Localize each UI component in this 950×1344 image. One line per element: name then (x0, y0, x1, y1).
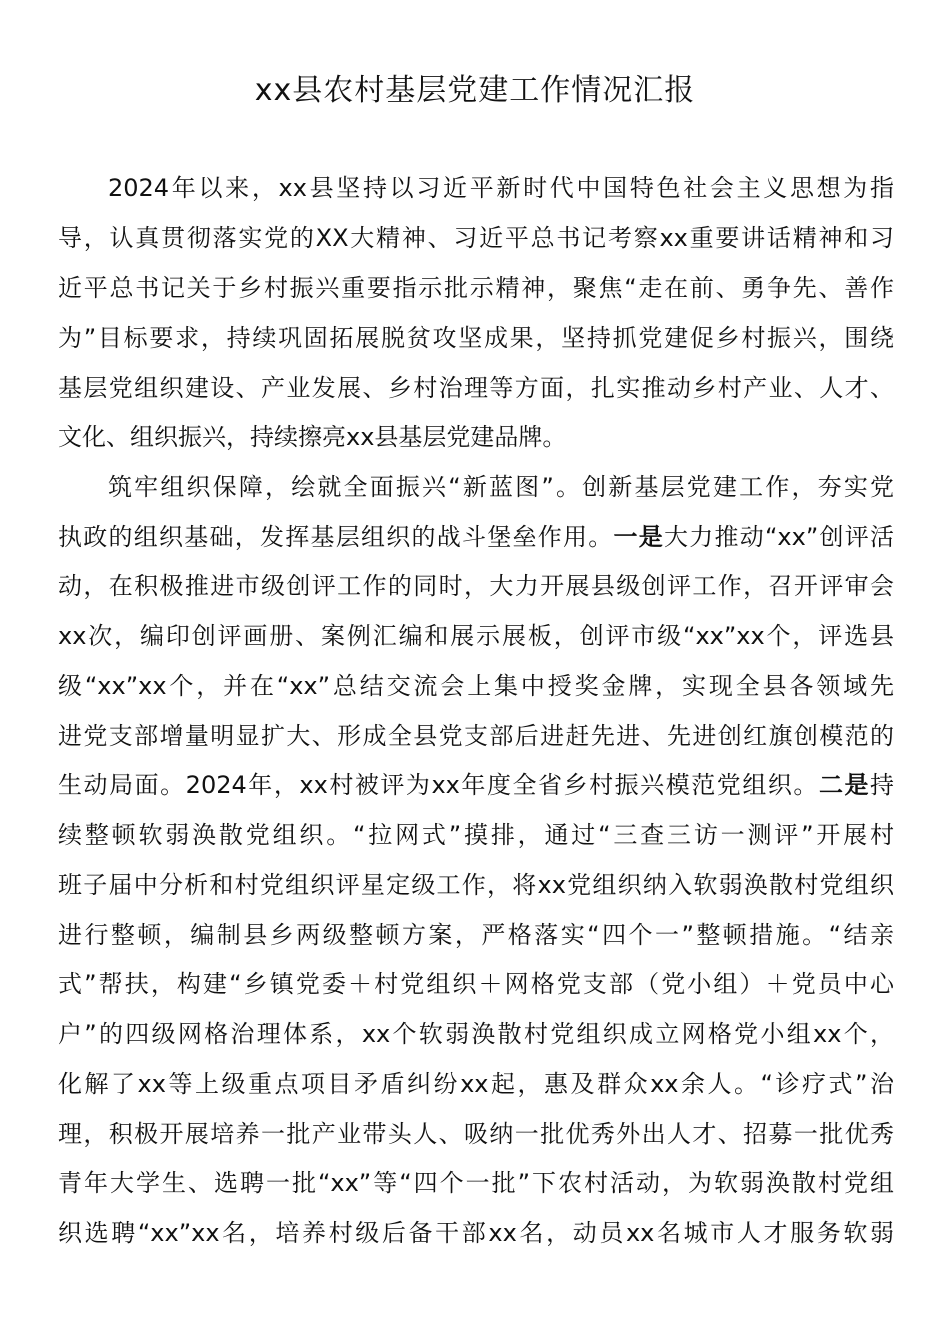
text-span: 执政的组织基础，发挥基层组织的战斗堡垒作用。 (58, 523, 614, 551)
paragraph-2-line-7 (58, 767, 894, 803)
paragraph-1-line-1: 2024年以来，xx县坚持以习近平新时代中国特色社会主义思想为指 (108, 174, 894, 202)
paragraph-2-line-8: 续整顿软弱涣散党组织。“拉网式”摸排，通过“三查三访一测评”开展村 (58, 821, 894, 849)
paragraph-2-line-12: 户”的四级网格治理体系，xx个软弱涣散村党组织成立网格党小组xx个， (58, 1020, 894, 1048)
paragraph-1-line-5: 基层党组织建设、产业发展、乡村治理等方面，扎实推动乡村产业、人才、 (58, 374, 894, 402)
paragraph-2-line-6: 进党支部增量明显扩大、形成全县党支部后进赶先进、先进创红旗创模范的 (58, 722, 894, 750)
paragraph-2-line-16: 织选聘“xx”xx名，培养村级后备干部xx名，动员xx名城市人才服务软弱 (58, 1219, 894, 1247)
paragraph-2-line-4: xx次，编印创评画册、案例汇编和展示展板，创评市级“xx”xx个，评选县 (58, 622, 894, 650)
paragraph-2-line-14: 理，积极开展培养一批产业带头人、吸纳一批优秀外出人才、招募一批优秀 (58, 1120, 894, 1148)
paragraph-2-line-3: 动，在积极推进市级创评工作的同时，大力开展县级创评工作，召开评审会 (58, 572, 894, 600)
text-span: 大力推动“xx”创评活 (663, 523, 894, 551)
paragraph-2-line-11: 式”帮扶，构建“乡镇党委＋村党组织＋网格党支部（党小组）＋党员中心 (58, 970, 894, 998)
document-title: xx县农村基层党建工作情况汇报 (254, 73, 696, 108)
paragraph-1-line-3: 近平总书记关于乡村振兴重要指示批示精神，聚焦“走在前、勇争先、善作 (58, 274, 894, 302)
text-span: 持 (870, 771, 894, 799)
paragraph-2-line-1: 筑牢组织保障，绘就全面振兴“新蓝图”。创新基层党建工作，夯实党 (108, 473, 894, 501)
paragraph-2-line-15: 青年大学生、选聘一批“xx”等“四个一批”下农村活动，为软弱涣散村党组 (58, 1169, 894, 1197)
paragraph-2-line-2 (58, 519, 894, 555)
paragraph-2-line-5: 级“xx”xx个，并在“xx”总结交流会上集中授奖金牌，实现全县各领域先 (58, 672, 894, 700)
paragraph-2-line-9: 班子届中分析和村党组织评星定级工作，将xx党组织纳入软弱涣散村党组织 (58, 871, 894, 899)
paragraph-1-line-6: 文化、组织振兴，持续擦亮xx县基层党建品牌。 (58, 423, 567, 451)
text-span: 生动局面。2024年，xx村被评为xx年度全省乡村振兴模范党组织。 (58, 771, 819, 799)
paragraph-2-line-10: 进行整顿，编制县乡两级整顿方案，严格落实“四个一”整顿措施。“结亲 (58, 921, 894, 949)
paragraph-2-line-13: 化解了xx等上级重点项目矛盾纠纷xx起，惠及群众xx余人。“诊疗式”治 (58, 1070, 894, 1098)
bold-marker-one: 一是 (613, 523, 664, 551)
paragraph-1-line-4: 为”目标要求，持续巩固拓展脱贫攻坚成果，坚持抓党建促乡村振兴，围绕 (58, 324, 894, 352)
bold-marker-two: 二是 (818, 771, 871, 799)
paragraph-1-line-2: 导，认真贯彻落实党的XX大精神、习近平总书记考察xx重要讲话精神和习 (58, 224, 894, 252)
